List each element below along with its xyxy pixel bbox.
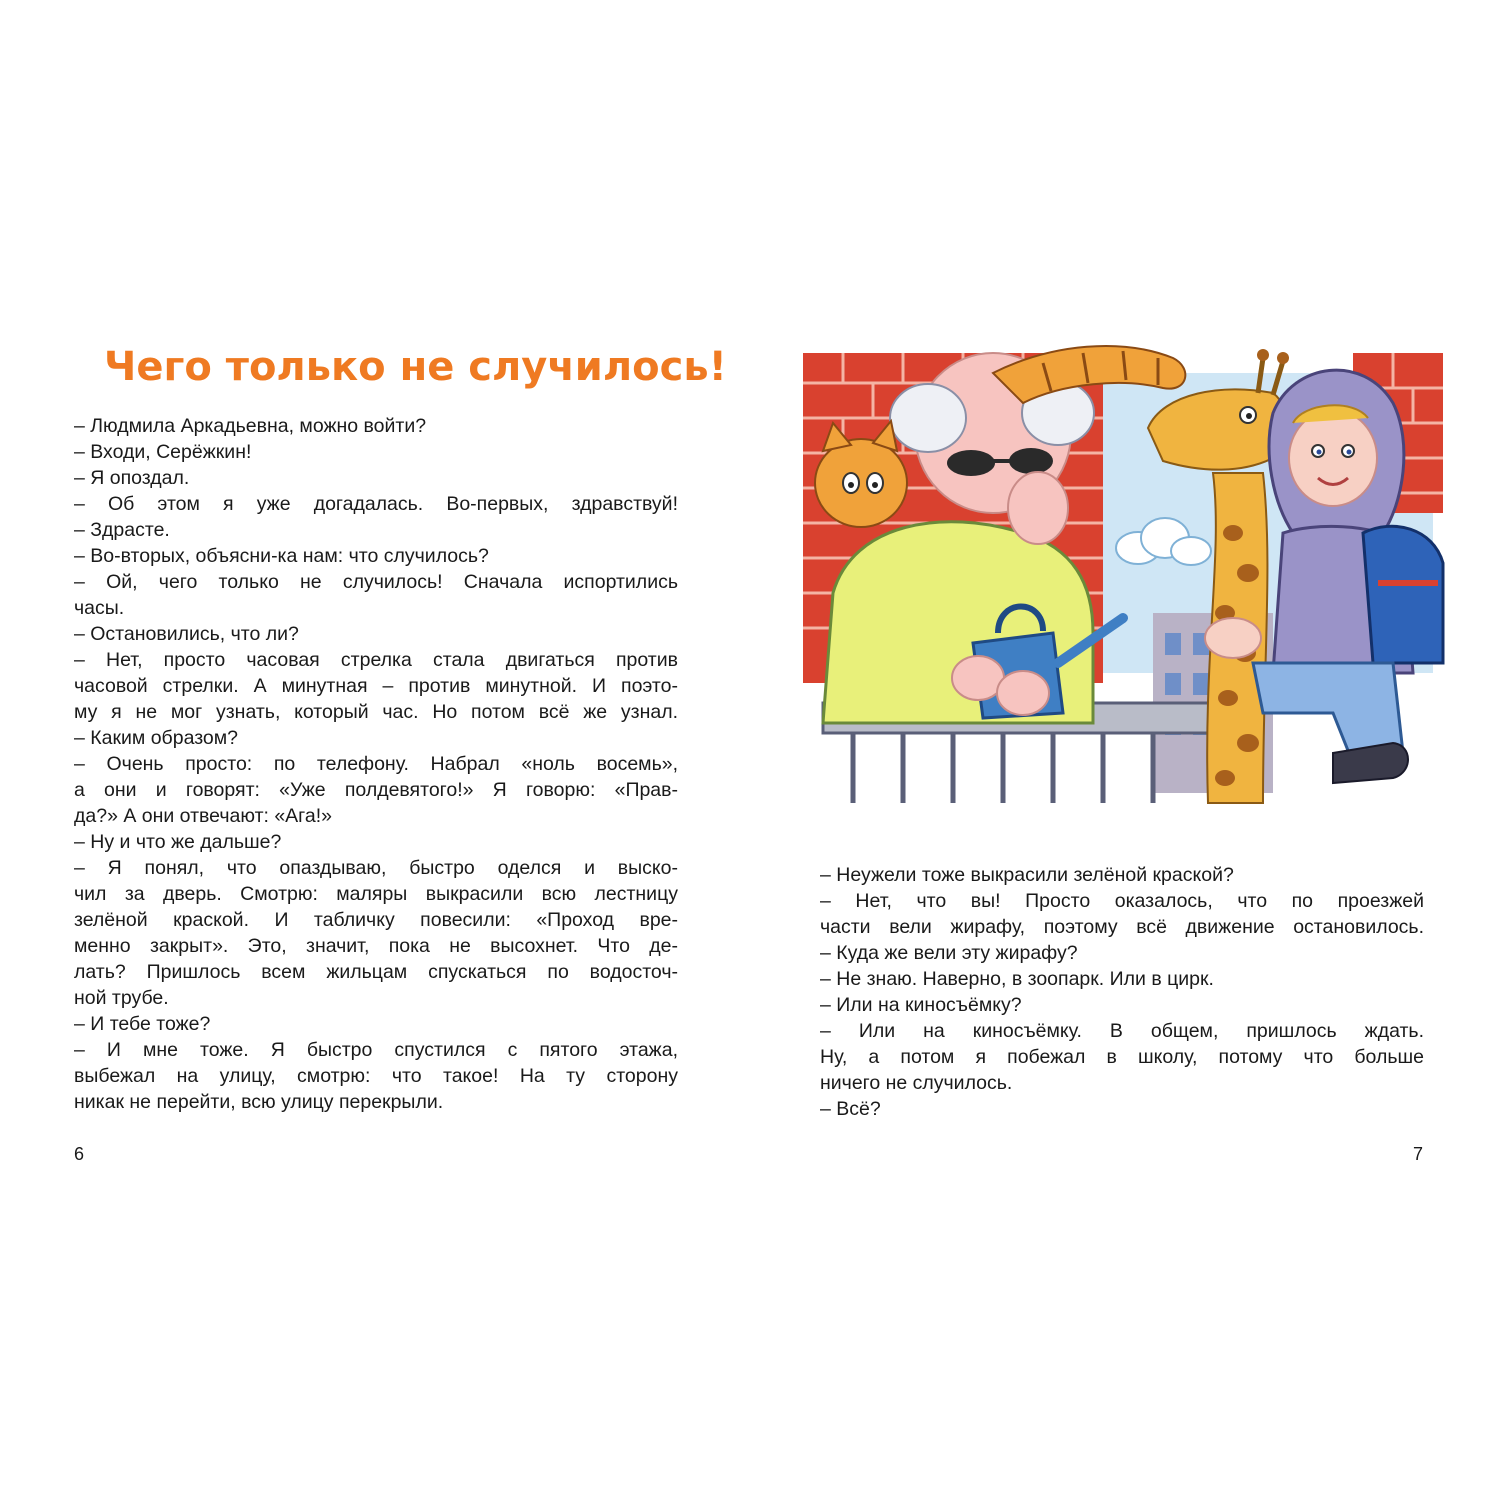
text-line: часы. bbox=[74, 597, 125, 619]
text-line: – Ну и что же дальше? bbox=[74, 831, 282, 853]
illustration-old-man-cat-giraffe-boy-icon bbox=[793, 333, 1449, 820]
chapter-title: Чего только не случилось! bbox=[104, 344, 727, 390]
text-line: менно закрыт». Это, значит, пока не высохнет. Что де- bbox=[74, 935, 678, 957]
page-number-right: 7 bbox=[1413, 1144, 1424, 1164]
text-line: – Неужели тоже выкрасили зелёной краской? bbox=[820, 864, 1234, 886]
text-line: – Куда же вели эту жирафу? bbox=[820, 942, 1078, 964]
text-line: – Или на киносъёмку? bbox=[820, 994, 1022, 1016]
text-line: чил за дверь. Смотрю: маляры выкрасили всю лестницу bbox=[74, 883, 678, 905]
right-page-text bbox=[820, 862, 1424, 1122]
story-illustration bbox=[793, 333, 1449, 820]
text-line: часовой стрелки. А минутная – против минутной. И поэто- bbox=[74, 675, 678, 697]
text-line: – Я опоздал. bbox=[74, 467, 190, 489]
text-line: а они и говорят: «Уже полдевятого!» Я говорю: «Прав- bbox=[74, 779, 678, 801]
text-line: – Нет, что вы! Просто оказалось, что по проезжей bbox=[820, 890, 1424, 912]
text-line: ной трубе. bbox=[74, 987, 169, 1009]
text-line: – Каким образом? bbox=[74, 727, 239, 749]
text-line: – Не знаю. Наверно, в зоопарк. Или в цирк. bbox=[820, 968, 1214, 990]
text-line: – Об этом я уже догадалась. Во-первых, здравствуй! bbox=[74, 493, 678, 515]
text-line: – Очень просто: по телефону. Набрал «ноль восемь», bbox=[74, 753, 678, 775]
text-line: – Нет, просто часовая стрелка стала двигаться против bbox=[74, 649, 678, 671]
text-line: – Людмила Аркадьевна, можно войти? bbox=[74, 415, 427, 437]
text-line: никак не перейти, всю улицу перекрыли. bbox=[74, 1091, 444, 1113]
text-line: выбежал на улицу, смотрю: что такое! На ту сторону bbox=[74, 1065, 678, 1087]
text-line: – Остановились, что ли? bbox=[74, 623, 299, 645]
text-line: лать? Пришлось всем жильцам спускаться по водосточ- bbox=[74, 961, 678, 983]
left-page-text bbox=[74, 413, 678, 1115]
text-line: – Здрасте. bbox=[74, 519, 170, 541]
text-line: – Я понял, что опаздываю, быстро оделся и выско- bbox=[74, 857, 678, 879]
page-number-left: 6 bbox=[74, 1144, 85, 1164]
text-line: Ну, а потом я побежал в школу, потому что больше bbox=[820, 1046, 1424, 1068]
text-line: да?» А они отвечают: «Ага!» bbox=[74, 805, 332, 827]
text-line: – И тебе тоже? bbox=[74, 1013, 211, 1035]
text-line: зелёной краской. И табличку повесили: «Проход вре- bbox=[74, 909, 678, 931]
text-line: – И мне тоже. Я быстро спустился с пятого этажа, bbox=[74, 1039, 678, 1061]
text-line: – Входи, Серёжкин! bbox=[74, 441, 252, 463]
text-line: – Всё? bbox=[820, 1098, 881, 1120]
text-line: – Во-вторых, объясни-ка нам: что случилось? bbox=[74, 545, 489, 567]
text-line: – Ой, чего только не случилось! Сначала испортились bbox=[74, 571, 678, 593]
text-line: – Или на киносъёмку. В общем, пришлось ждать. bbox=[820, 1020, 1424, 1042]
text-line: му я не мог узнать, который час. Но потом всё же узнал. bbox=[74, 701, 678, 723]
text-line: ничего не случилось. bbox=[820, 1072, 1013, 1094]
text-line: части вели жирафу, поэтому всё движение остановилось. bbox=[820, 916, 1424, 938]
